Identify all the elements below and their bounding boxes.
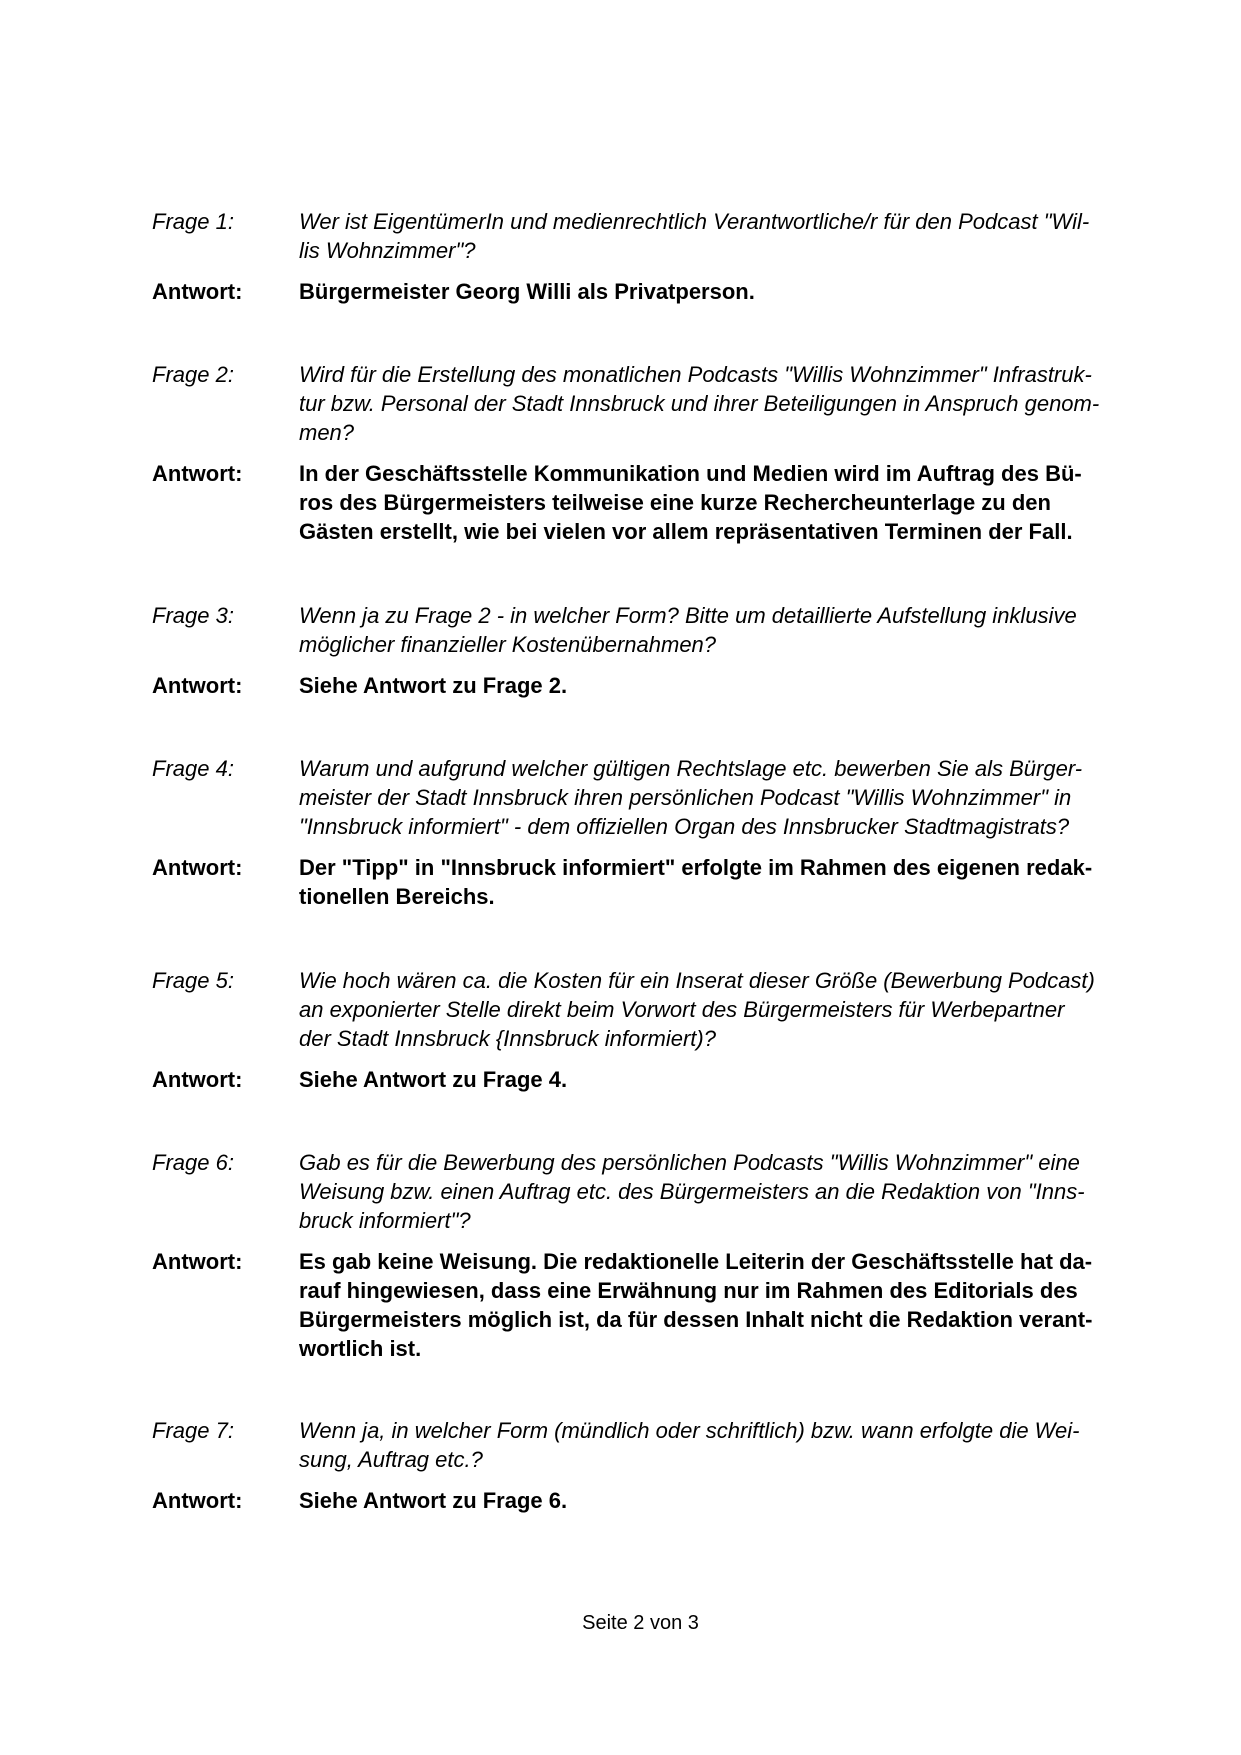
qa-block-6: [152, 1148, 1132, 1363]
question-text: Wenn ja, in welcher Form (mündlich oder schriftlich) bzw. wann erfolgte die Wei- sung, Auftrag etc.?: [299, 1418, 1080, 1472]
answer-text: Siehe Antwort zu Frage 6.: [299, 1488, 568, 1513]
answer-text: Es gab keine Weisung. Die redaktionelle Leiterin der Geschäftsstelle hat da- rauf hingewiesen, dass eine Erwähnung nur im Rahmen des Editorials des Bürgermeisters möglich ist, da für dessen Inhalt nicht die Redaktion verant- wortlich ist.: [299, 1249, 1093, 1361]
question-text: Wie hoch wären ca. die Kosten für ein Inserat dieser Größe (Bewerbung Podcast) an exponierter Stelle direkt beim Vorwort des Bürgermeisters für Werbepartner der Stadt Innsbruck {Innsbruck informiert)?: [299, 968, 1095, 1051]
qa-block-2: [152, 360, 1132, 546]
question-label: Frage 3:: [152, 603, 234, 628]
answer-label: Antwort:: [152, 673, 243, 698]
answer-label: Antwort:: [152, 1249, 243, 1274]
answer-row: [152, 1247, 1132, 1363]
answer-text: Siehe Antwort zu Frage 4.: [299, 1067, 568, 1092]
answer-text: Siehe Antwort zu Frage 2.: [299, 673, 568, 698]
qa-block-3: [152, 601, 1132, 700]
question-text: Gab es für die Bewerbung des persönlichen Podcasts "Willis Wohnzimmer" eine Weisung bzw. einen Auftrag etc. des Bürgermeisters an die Redaktion von "Inns- bruck informiert"?: [299, 1150, 1085, 1233]
question-text: Warum und aufgrund welcher gültigen Rechtslage etc. bewerben Sie als Bürger- meister der Stadt Innsbruck ihren persönlichen Podcast "Willis Wohnzimmer" in "Innsbruck informiert" - dem offiziellen Organ des Innsbrucker Stadtmagistrats?: [299, 756, 1083, 839]
question-text: Wenn ja zu Frage 2 - in welcher Form? Bitte um detaillierte Aufstellung inklusive möglicher finanzieller Kostenübernahmen?: [299, 603, 1077, 657]
answer-row: [152, 853, 1132, 911]
question-label: Frage 7:: [152, 1418, 234, 1443]
question-row: [152, 601, 1132, 659]
qa-block-1: [152, 207, 1132, 306]
answer-row: [152, 671, 1132, 700]
question-label: Frage 2:: [152, 362, 234, 387]
answer-label: Antwort:: [152, 279, 243, 304]
answer-label: Antwort:: [152, 1488, 243, 1513]
page-number: Seite 2 von 3: [582, 1612, 699, 1634]
answer-text: Bürgermeister Georg Willi als Privatperson.: [299, 279, 755, 304]
question-row: [152, 1148, 1132, 1235]
answer-row: [152, 1486, 1132, 1515]
answer-row: [152, 277, 1132, 306]
question-row: [152, 207, 1132, 265]
qa-block-4: [152, 754, 1132, 911]
qa-block-7: [152, 1416, 1132, 1515]
question-label: Frage 6:: [152, 1150, 234, 1175]
answer-text: Der "Tipp" in "Innsbruck informiert" erfolgte im Rahmen des eigenen redak- tionellen Bereichs.: [299, 855, 1093, 909]
question-label: Frage 4:: [152, 756, 234, 781]
question-text: Wer ist EigentümerIn und medienrechtlich Verantwortliche/r für den Podcast "Wil- lis Wohnzimmer"?: [299, 209, 1090, 263]
qa-block-5: [152, 966, 1132, 1094]
question-row: [152, 360, 1132, 447]
question-text: Wird für die Erstellung des monatlichen Podcasts "Willis Wohnzimmer" Infrastruk- tur bzw. Personal der Stadt Innsbruck und ihrer Beteiligungen in Anspruch genom- men?: [299, 362, 1100, 445]
question-row: [152, 1416, 1132, 1474]
question-row: [152, 966, 1132, 1053]
answer-label: Antwort:: [152, 461, 243, 486]
answer-row: [152, 459, 1132, 546]
question-label: Frage 1:: [152, 209, 234, 234]
question-row: [152, 754, 1132, 841]
answer-row: [152, 1065, 1132, 1094]
question-label: Frage 5:: [152, 968, 234, 993]
answer-text: In der Geschäftsstelle Kommunikation und Medien wird im Auftrag des Bü- ros des Bürgermeisters teilweise eine kurze Rechercheunterlage zu den Gästen erstellt, wie bei vielen vor allem repräsentativen Terminen der Fall.: [299, 461, 1082, 544]
answer-label: Antwort:: [152, 1067, 243, 1092]
answer-label: Antwort:: [152, 855, 243, 880]
